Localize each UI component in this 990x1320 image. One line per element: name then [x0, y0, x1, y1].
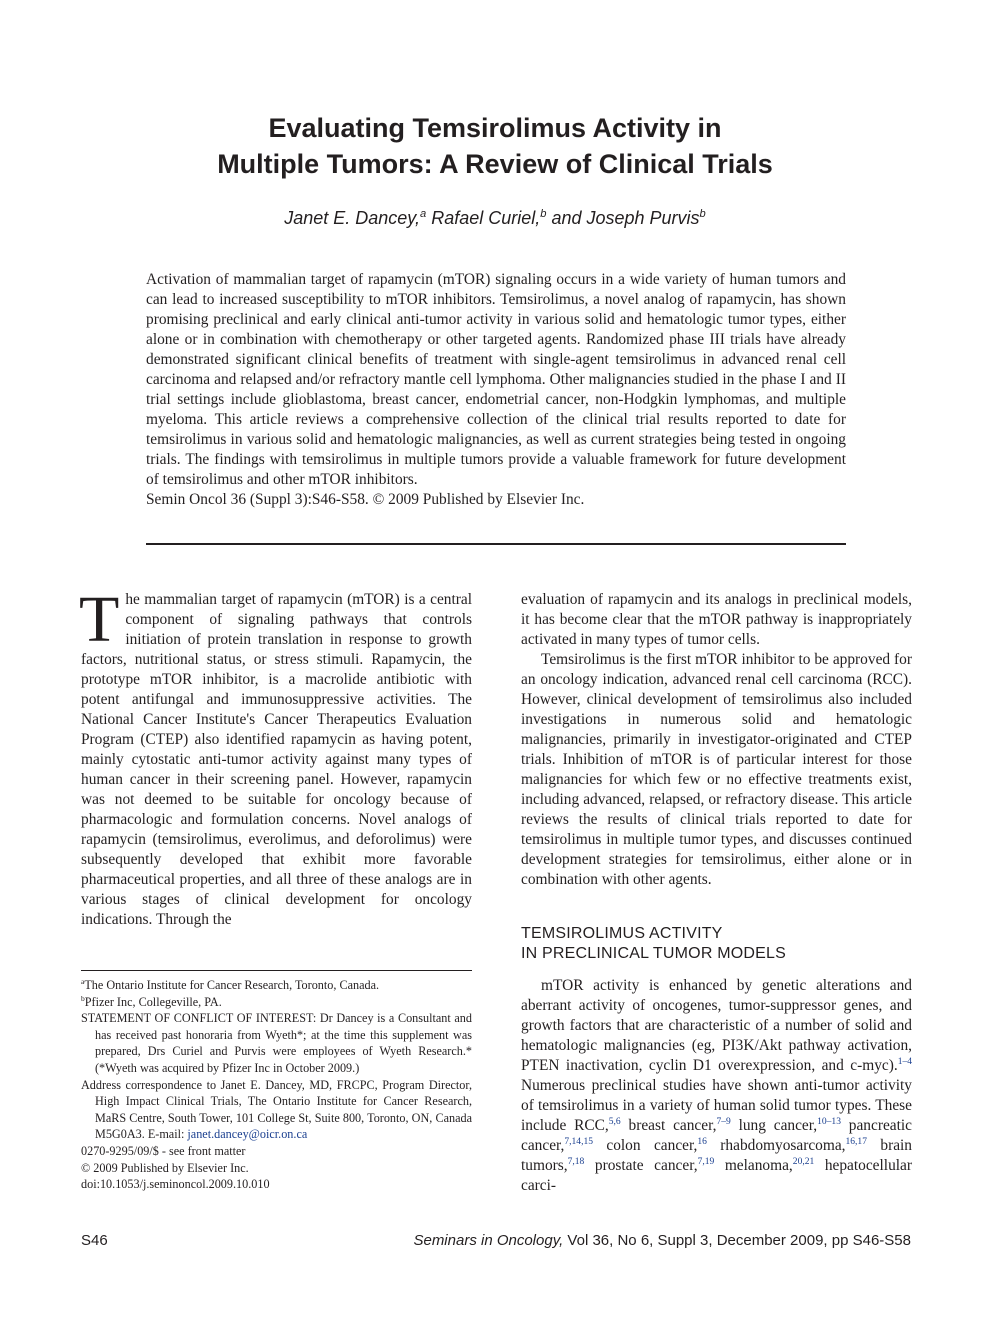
journal-name: Seminars in Oncology,	[413, 1232, 564, 1249]
affiliation-marker: b	[699, 208, 706, 220]
paragraph: Temsirolimus is the first mTOR inhibitor to be approved for an oncology indication, advanced renal cell carcinoma (RCC). However, clinical development of temsirolimus also included investigations in numerous solid and hematologic malignancies, primarily in investigator-originated and CTEP trials. Inhibition of mTOR is of particular interest for those malignancies for which few or no effective treatments exist, including advanced, relapsed, or refractory disease. This article reviews the results of clinical trials reported to date for temsirolimus in multiple tumor types, and discusses continued development strategies for temsirolimus, either alone or in combination with other agents.	[521, 651, 912, 888]
paragraph-text: mTOR activity is enhanced by genetic alterations and aberrant activity of oncogenes, tumor-suppressor genes, and growth factors that are characteristic of a number of solid and hematologic malignancies (eg, PI3K/Akt pathway activation, PTEN inactivation, cyclin D1 overexpression, and c-myc).	[521, 977, 912, 1074]
reference-link[interactable]: 7,19	[697, 1155, 715, 1167]
intro-paragraph	[79, 583, 472, 930]
paragraph-text: lung cancer,	[730, 1117, 818, 1134]
footnote-divider	[81, 970, 472, 971]
reference-link[interactable]: 1–4	[897, 1055, 912, 1067]
copyright: © 2009 Published by Elsevier Inc.	[81, 1160, 249, 1175]
conflict-statement: STATEMENT OF CONFLICT OF INTEREST: Dr Dancey is a Consultant and has received past honoraria from Wyeth*; at the time this supplement was prepared, Drs Curiel and Purvis were employees of Wyeth Research.* (*Wyeth was acquired by Pfizer Inc in October 2009.)	[81, 1011, 472, 1075]
paragraph-text: pancreatic cancer,	[521, 1117, 912, 1154]
author-name: Rafael Curiel,	[426, 208, 541, 228]
affiliation-marker: b	[540, 208, 547, 220]
paragraph-text: brain tumors,	[521, 1137, 912, 1174]
affiliation-marker: a	[419, 208, 427, 220]
section-heading-line: TEMSIROLIMUS ACTIVITY	[521, 925, 723, 942]
section-heading	[521, 924, 912, 964]
reference-link[interactable]: 10–13	[817, 1115, 841, 1127]
email-link[interactable]: janet.dancey@oicr.on.ca	[187, 1127, 308, 1142]
abstract-citation: Semin Oncol 36 (Suppl 3):S46-S58. © 2009 Published by Elsevier Inc.	[146, 491, 585, 508]
paragraph-text: rhabdomyosarcoma,	[706, 1137, 846, 1154]
abstract-text: Activation of mammalian target of rapamycin (mTOR) signaling occurs in a wide variety of human tumors and can lead to increased susceptibility to mTOR inhibitors. Temsirolimus, a novel analog of rapamycin, has shown promising preclinical and early clinical anti-tumor activity in various solid and hematologic tumor types, either alone or in combination with chemotherapy or other targeted agents. Randomized phase III trials have already demonstrated significant clinical benefits of treatment with single-agent temsirolimus in advanced renal cell carcinoma and relapsed and/or refractory mantle cell lymphoma. Other malignancies studied in the phase I and II trial settings include glioblastoma, breast cancer, endometrial cancer, non-Hodgkin lymphomas, and multiple myeloma. This article reviews a comprehensive collection of the clinical trial results reported to date for temsirolimus in various solid and hematologic malignancies, as well as current strategies being tested in ongoing trials. The findings with temsirolimus in multiple tumors provide a valuable framework for future development of temsirolimus and other mTOR inhibitors.	[146, 271, 846, 488]
reference-link[interactable]: 16,17	[845, 1135, 867, 1147]
abstract-divider	[146, 543, 846, 545]
paragraph-text: breast cancer,	[620, 1117, 717, 1134]
author-list	[0, 205, 990, 231]
reference-link[interactable]: 7,18	[567, 1155, 585, 1167]
reference-link[interactable]: 16	[697, 1135, 707, 1147]
author-name: Janet E. Dancey,	[284, 208, 420, 228]
correspondence-address	[81, 1077, 472, 1143]
reference-link[interactable]: 7,14,15	[564, 1135, 593, 1147]
footnote-affiliation-b	[81, 994, 472, 1011]
reference-link[interactable]: 20,21	[792, 1155, 815, 1167]
journal-details: Vol 36, No 6, Suppl 3, December 2009, pp S46-S58	[563, 1232, 911, 1249]
paragraph-text: hepatocellular carci-	[521, 1157, 912, 1194]
paragraph-text: colon cancer,	[592, 1137, 698, 1154]
body-column-left	[79, 583, 472, 930]
author-name: and Joseph Purvis	[546, 208, 700, 228]
issn: 0270-9295/09/$ - see front matter	[81, 1143, 246, 1158]
footnote-text: The Ontario Institute for Cancer Research, Toronto, Canada.	[84, 978, 380, 992]
paragraph: evaluation of rapamycin and its analogs in preclinical models, it has become clear that the mTOR pathway is inappropriately activated in many types of tumor cells.	[521, 591, 912, 648]
paragraph-text: prostate cancer,	[584, 1157, 698, 1174]
article-title	[0, 110, 990, 182]
paragraph-text: melanoma,	[714, 1157, 793, 1174]
affiliation-marker: b	[81, 993, 85, 1003]
drop-cap: T	[79, 583, 120, 656]
journal-reference	[413, 1232, 911, 1249]
page-footer	[81, 1232, 911, 1256]
footnotes	[81, 977, 472, 1193]
section-heading-line: IN PRECLINICAL TUMOR MODELS	[521, 945, 787, 962]
footnote-text: Address correspondence to Janet E. Dancey, MD, FRCPC, Program Director, High Impact Clinical Trials, The Ontario Institute for Cancer Research, MaRS Centre, South Tower, 101 College St, Suite 800, Toronto, ON, Canada M5G0A3. E-mail:	[81, 1077, 472, 1142]
body-column-right	[521, 590, 912, 1196]
footnote-text: Pfizer Inc, Collegeville, PA.	[84, 994, 222, 1009]
abstract	[146, 270, 846, 510]
title-line-2: Multiple Tumors: A Review of Clinical Trials	[217, 149, 773, 179]
affiliation-marker: a	[81, 976, 85, 986]
page-number: S46	[81, 1232, 108, 1249]
reference-link[interactable]: 7–9	[716, 1115, 731, 1127]
doi: doi:10.1053/j.seminoncol.2009.10.010	[81, 1177, 270, 1192]
paragraph	[521, 976, 912, 1196]
intro-text: he mammalian target of rapamycin (mTOR) is a central component of signaling pathways that controls initiation of protein translation in response to growth factors, nutritional status, or stress stimuli. Rapamycin, the prototype mTOR inhibitor, is a macrolide antibiotic with potent antifungal and immunosuppressive activities. The National Cancer Institute's Cancer Therapeutics Evaluation Program (CTEP) also identified rapamycin as having potent, mainly cytostatic anti-tumor activity against many types of human cancer in their screening panel. However, rapamycin was not deemed to be suitable for oncology because of pharmacologic and formulation concerns. Novel analogs of rapamycin (temsirolimus, everolimus, and deforolimus) were subsequently developed that exhibit more favorable pharmaceutical properties, and all three of these analogs are in various stages of clinical development for oncology indications. Through the	[81, 591, 472, 928]
title-line-1: Evaluating Temsirolimus Activity in	[268, 113, 722, 143]
paragraph-text: Numerous preclinical studies have shown anti-tumor activity of temsirolimus in a variety of human solid tumor types. These include RCC,	[521, 1077, 912, 1134]
footnote-affiliation-a	[81, 977, 472, 994]
reference-link[interactable]: 5,6	[608, 1115, 621, 1127]
